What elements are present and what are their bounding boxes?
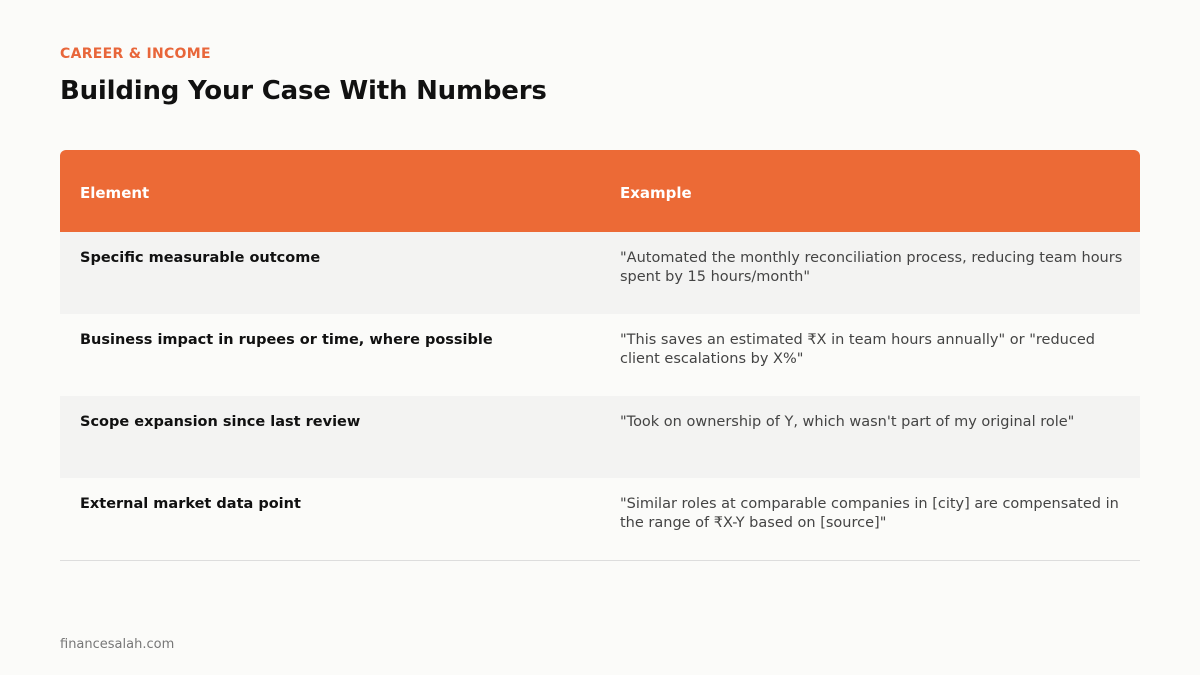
column-header-element: Element (80, 184, 150, 202)
comparison-table (60, 150, 1140, 561)
table-row (60, 314, 1140, 396)
row-element-label: Specific measurable outcome (80, 250, 321, 266)
table-row (60, 232, 1140, 314)
table-row (60, 478, 1140, 561)
table-header (60, 150, 1140, 232)
row-example-text: "Took on ownership of Y, which wasn't part of my original role" (620, 414, 1075, 430)
row-element-label: Scope expansion since last review (80, 414, 361, 430)
footer-site: financesalah.com (60, 637, 175, 652)
column-header-example: Example (620, 184, 692, 202)
row-element-label: Business impact in rupees or time, where possible (80, 332, 493, 348)
row-example-text: "Automated the monthly reconciliation process, reducing team hours spent by 15 hours/month" (620, 250, 1123, 285)
section-category: CAREER & INCOME (60, 46, 211, 62)
page-title: Building Your Case With Numbers (60, 76, 547, 106)
table-row (60, 396, 1140, 478)
row-example-text: "Similar roles at comparable companies in [city] are compensated in the range of ₹X-Y based on [source]" (620, 496, 1119, 531)
row-example-text: "This saves an estimated ₹X in team hours annually" or "reduced client escalations by X%" (620, 332, 1095, 367)
row-element-label: External market data point (80, 496, 301, 512)
